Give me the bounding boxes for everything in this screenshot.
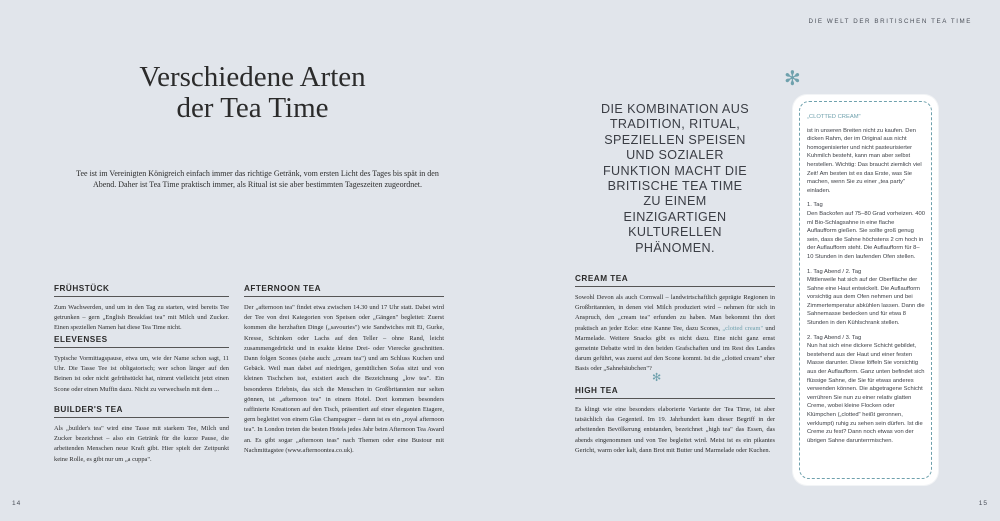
section-heading: ELEVENSES (54, 335, 229, 348)
pull-quote: DIE KOMBINATION AUS TRADITION, RITUAL, SPEZIELLEN SPEISEN UND SOZIALER FUNKTION MACHT DIE BRITISCHE TEA TIME ZU EINEM EINZIGARTIGEN KULTURELLEN PHÄNOMEN. (600, 102, 750, 255)
section-text: Zum Wachwerden, und um in den Tag zu starten, wird bereits Tee getrunken – gern „English Breakfast tea" mit Milch und Zucker. Einen speziellen Namen hat diese Tea Time nicht. (54, 304, 229, 332)
box-step-3: 2. Tag Abend / 3. Tag Nun hat sich eine dickere Schicht gebildet, bestehend aus der Haut und einer festen Masse darunter. Diese löffeln Sie vorsichtig aus der Auflaufform. Ganz unten befindet sich flüssige Sahne, die Sie für etwas anderes verwenden können. Die abgetragene Schicht verrühren Sie nun zu einer relativ glatten Creme, wobei kleine Flocken oder Klümpchen („clotted" heißt geronnen, verklumpt) ruhig zu sehen sein dürfen. Ist die Creme zu fest? Dann noch etwas von der übrigen Sahne darunterrmischen. (807, 334, 925, 444)
running-head: DIE WELT DER BRITISCHEN TEA TIME (808, 18, 972, 25)
box-intro: ist in unseren Breiten nicht zu kaufen. Den dicken Rahm, der im Original aus nicht homogenisierter und nicht pasteurisierter Kuhmilch besteht, kann man aber selbst herstellen. Wichtig: Das braucht ziemlich viel Zeit! Am besten ist es das Erste, was Sie machen, wenn Sie zu einer „tea party" einladen. (807, 127, 922, 194)
section-afternoon-tea (244, 284, 444, 456)
box-content (807, 113, 925, 451)
asterisk-icon: ✻ (652, 371, 662, 384)
page-number-right: 15 (978, 500, 988, 507)
section-text: Der „afternoon tea" findet etwa zwischen 14.30 und 17 Uhr statt. Dabei wird der Tee von drei Kategorien von Speisen oder „Gängen" begleitet: Zuerst kommen die herzhaften Dinge („savouries") wie Sandwiches mit Ei, Gurke, Kresse, Schinken oder Lachs auf den Teller – ohne Rand, leicht zusammengedrückt und in exakte kleine Drei- oder Vierecke geschnitten. Dann folgen Scones (siehe auch: „cream tea") und am Schluss Kuchen und Gebäck. Weil man dabei auf niedrigen, gemütlichen Sofas sitzt und von kleinen Tischchen isst, existiert auch die Bezeichnung „low tea". Ein besonderes Erlebnis, das sich die Menschen in Großbritannien nur selten gönnen, ist „afternoon tea" in einem Hotel. Dort kommen besonders raffinierte Kreationen auf den Tisch, präsentiert auf einer eleganten Etagere, gern begleitet von einem Glas Champagner – dann ist es ein „royal afternoon tea". In London treten die besten Hotels jedes Jahr beim Afternoon Tea Award an. Es gibt sogar „afternoon teas" nach Themen oder eine Bustour mit Nachmittagstee (www.afternoontea.co.uk). (244, 304, 444, 454)
section-fruehstueck (54, 284, 229, 334)
section-heading: BUILDER'S TEA (54, 405, 229, 418)
box-step-2: 1. Tag Abend / 2. Tag Mittlerweile hat sich auf der Oberfläche der Sahne eine Haut entwickelt. Die Auflaufform vorsichtig aus dem Ofen nehmen und bei Zimmertemperatur abkühlen lassen. Dann die Sahnemasse bedecken und für etwa 8 Stunden in den Kühlschrank stellen. (807, 268, 925, 327)
asterisk-icon: ✻ (784, 66, 801, 90)
section-heading: AFTERNOON TEA (244, 284, 444, 297)
section-high-tea (575, 386, 775, 456)
section-elevenses (54, 335, 229, 395)
section-cream-tea (575, 274, 775, 375)
section-text: Als „builder's tea" wird eine Tasse mit starkem Tee, Milch und Zucker bezeichnet – also ein Getränk für die kurze Pause, die arbeitenden Menschen neue Kraft gibt. Hier spielt der Zeitpunkt keine Rolle, es gibt nur um „a cuppa". (54, 425, 229, 463)
section-heading: CREAM TEA (575, 274, 775, 287)
section-heading: HIGH TEA (575, 386, 775, 399)
section-text: Typische Vormittagspause, etwa um, wie der Name schon sagt, 11 Uhr. Die Tasse Tee ist obligatorisch; wer schon länger auf den Beinen ist oder nicht gefrühstückt hat, nimmt vielleicht jetzt einen Scone oder einen Muffin dazu. Nicht zu verwechseln mit dem ... (54, 355, 229, 393)
box-heading: „CLOTTED CREAM" (807, 114, 861, 120)
section-text: Es klingt wie eine besonders elaborierte Variante der Tea Time, ist aber tatsächlich das Gegenteil. Im 19. Jahrhundert kam dieser Begriff in der arbeitenden Bevölkerung entstanden, bezeichnet „high tea" das Essen, das abends eingenommen und von Tee begleitet wird. Meist ist es ein pikantes Gericht, warm oder kalt, dann Brot mit Butter und Marmelade oder Kuchen. (575, 406, 775, 454)
page-number-left: 14 (12, 500, 22, 507)
section-heading: FRÜHSTÜCK (54, 284, 229, 297)
page-title: Verschiedene Arten der Tea Time (139, 61, 366, 124)
section-text: Sowohl Devon als auch Cornwall – landwirtschaftlich geprägte Regionen in Großbritannien, in denen viel Milch produziert wird – nehmen für sich in Anspruch, den „cream tea" erfunden zu haben. Man bekommt ihn dort praktisch an jeder Ecke: eine Kanne Tee, dazu Scones, „clotted cream" und Marmelade. Weitere Snacks gibt es nicht dazu. Eine nicht ganz ernst gemeinte Debatte wird in den beiden Grafschaften und im Rest des Landes darum geführt, was zuerst auf den Scone kommt. Ist die „clotted cream" eher Basis oder „Sahnehäubchen"? (575, 294, 775, 373)
box-step-1: 1. Tag Den Backofen auf 75–80 Grad vorheizen. 400 ml Bio-Schlagsahne in eine flache Auflaufform gießen. Sie sollte groß genug sein, dass die Sahne höchstens 2 cm hoch in der Auflaufform steht. Die Auflaufform für 8–10 Stunden in den laufenden Ofen stellen. (807, 202, 925, 260)
section-builders-tea (54, 405, 229, 465)
clotted-cream-highlight: „clotted cream" (722, 324, 764, 332)
intro-paragraph: Tee ist im Vereinigten Königreich einfach immer das richtige Getränk, vom ersten Licht des Tages bis spät in den Abend. Daher ist Tea Time praktisch immer, als Ritual ist sie aber bestimmten Tageszeiten zugeordnet. (76, 169, 439, 190)
clotted-cream-box (793, 95, 938, 485)
